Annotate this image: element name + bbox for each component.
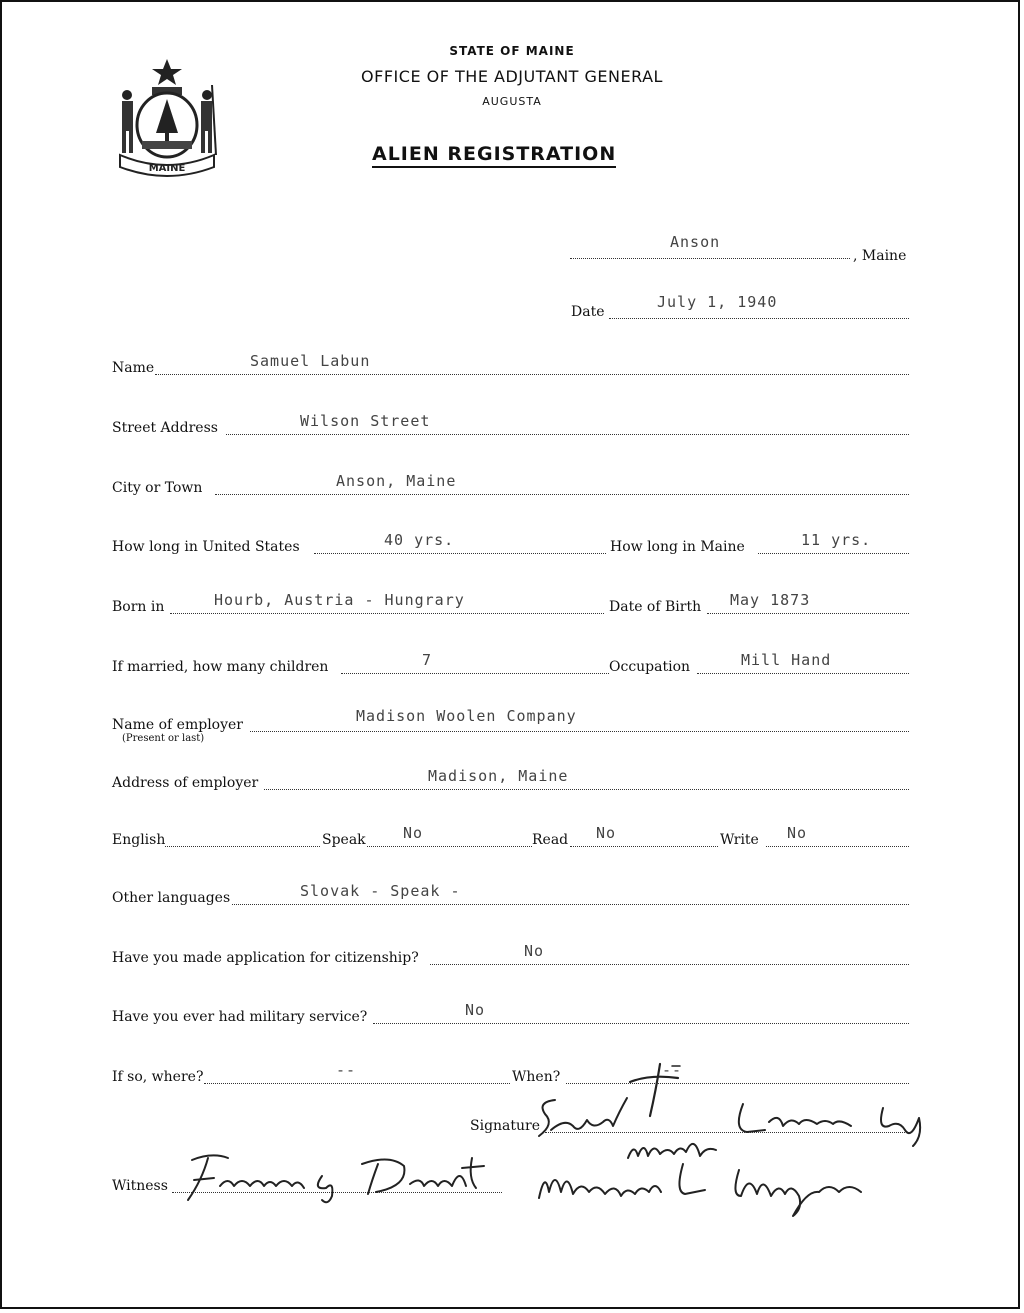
speak-line [367, 846, 532, 847]
where-label: If so, where? [112, 1069, 204, 1085]
when-value: -- [662, 1061, 683, 1079]
street-value: Wilson Street [300, 412, 431, 430]
street-label: Street Address [112, 420, 218, 436]
military-label: Have you ever had military service? [112, 1009, 368, 1025]
military-line [373, 1023, 909, 1024]
write-label: Write [720, 832, 759, 848]
employer-line [250, 731, 909, 732]
witness-signature [172, 1146, 502, 1206]
other-languages-value: Slovak - Speak - [300, 882, 461, 900]
date-line [609, 318, 909, 319]
form-title: ALIEN REGISTRATION [372, 143, 616, 168]
write-line [766, 846, 909, 847]
employer-sublabel: (Present or last) [122, 733, 205, 744]
employer-address-line [264, 789, 909, 790]
read-value: No [596, 824, 617, 842]
city-line [215, 494, 909, 495]
maine-years-label: How long in Maine [610, 539, 745, 555]
born-in-label: Born in [112, 599, 165, 615]
name-value: Samuel Labun [250, 352, 371, 370]
date-value: July 1, 1940 [657, 293, 778, 311]
us-years-value: 40 yrs. [384, 531, 455, 549]
employer-address-value: Madison, Maine [428, 767, 569, 785]
maine-years-line [758, 553, 909, 554]
dob-value: May 1873 [730, 591, 811, 609]
citizenship-line [430, 964, 909, 965]
seal-text: MAINE [148, 163, 186, 174]
city-value: Anson, Maine [336, 472, 457, 490]
header-city: AUGUSTA [482, 95, 542, 108]
dob-line [707, 613, 909, 614]
maine-years-value: 11 yrs. [801, 531, 872, 549]
other-languages-label: Other languages [112, 890, 231, 906]
place-suffix: , Maine [853, 248, 907, 264]
street-line [226, 434, 909, 435]
where-line [204, 1083, 510, 1084]
registrant-signature [533, 1090, 933, 1148]
header-office: OFFICE OF THE ADJUTANT GENERAL [361, 67, 663, 86]
us-years-label: How long in United States [112, 539, 300, 555]
dob-label: Date of Birth [609, 599, 702, 615]
header-state: STATE OF MAINE [449, 44, 575, 58]
witness-label: Witness [112, 1178, 168, 1194]
english-line [165, 846, 320, 847]
other-languages-line [232, 904, 909, 905]
place-value: Anson [670, 233, 721, 251]
born-in-line [170, 613, 604, 614]
employer-label: Name of employer [112, 717, 243, 733]
place-line [570, 258, 850, 259]
children-value: 7 [422, 651, 433, 669]
name-line [155, 374, 909, 375]
signature-label: Signature [470, 1118, 541, 1134]
name-label: Name [112, 360, 155, 376]
when-line [566, 1083, 909, 1084]
where-value: -- [336, 1061, 357, 1079]
city-label: City or Town [112, 480, 203, 496]
speak-label: Speak [322, 832, 366, 848]
citizenship-value: No [524, 942, 545, 960]
marker-signature [535, 1152, 875, 1218]
children-label: If married, how many children [112, 659, 329, 675]
speak-value: No [403, 824, 424, 842]
employer-address-label: Address of employer [112, 775, 259, 791]
maine-state-seal [112, 55, 222, 180]
occupation-value: Mill Hand [741, 651, 832, 669]
date-label: Date [571, 304, 605, 320]
children-line [341, 673, 609, 674]
when-label: When? [512, 1069, 561, 1085]
employer-value: Madison Woolen Company [356, 707, 577, 725]
english-label: English [112, 832, 166, 848]
born-in-value: Hourb, Austria - Hungrary [214, 591, 465, 609]
us-years-line [314, 553, 606, 554]
military-value: No [465, 1001, 486, 1019]
read-line [570, 846, 718, 847]
read-label: Read [532, 832, 569, 848]
occupation-line [697, 673, 909, 674]
occupation-label: Occupation [609, 659, 691, 675]
citizenship-label: Have you made application for citizenship? [112, 950, 419, 966]
write-value: No [787, 824, 808, 842]
